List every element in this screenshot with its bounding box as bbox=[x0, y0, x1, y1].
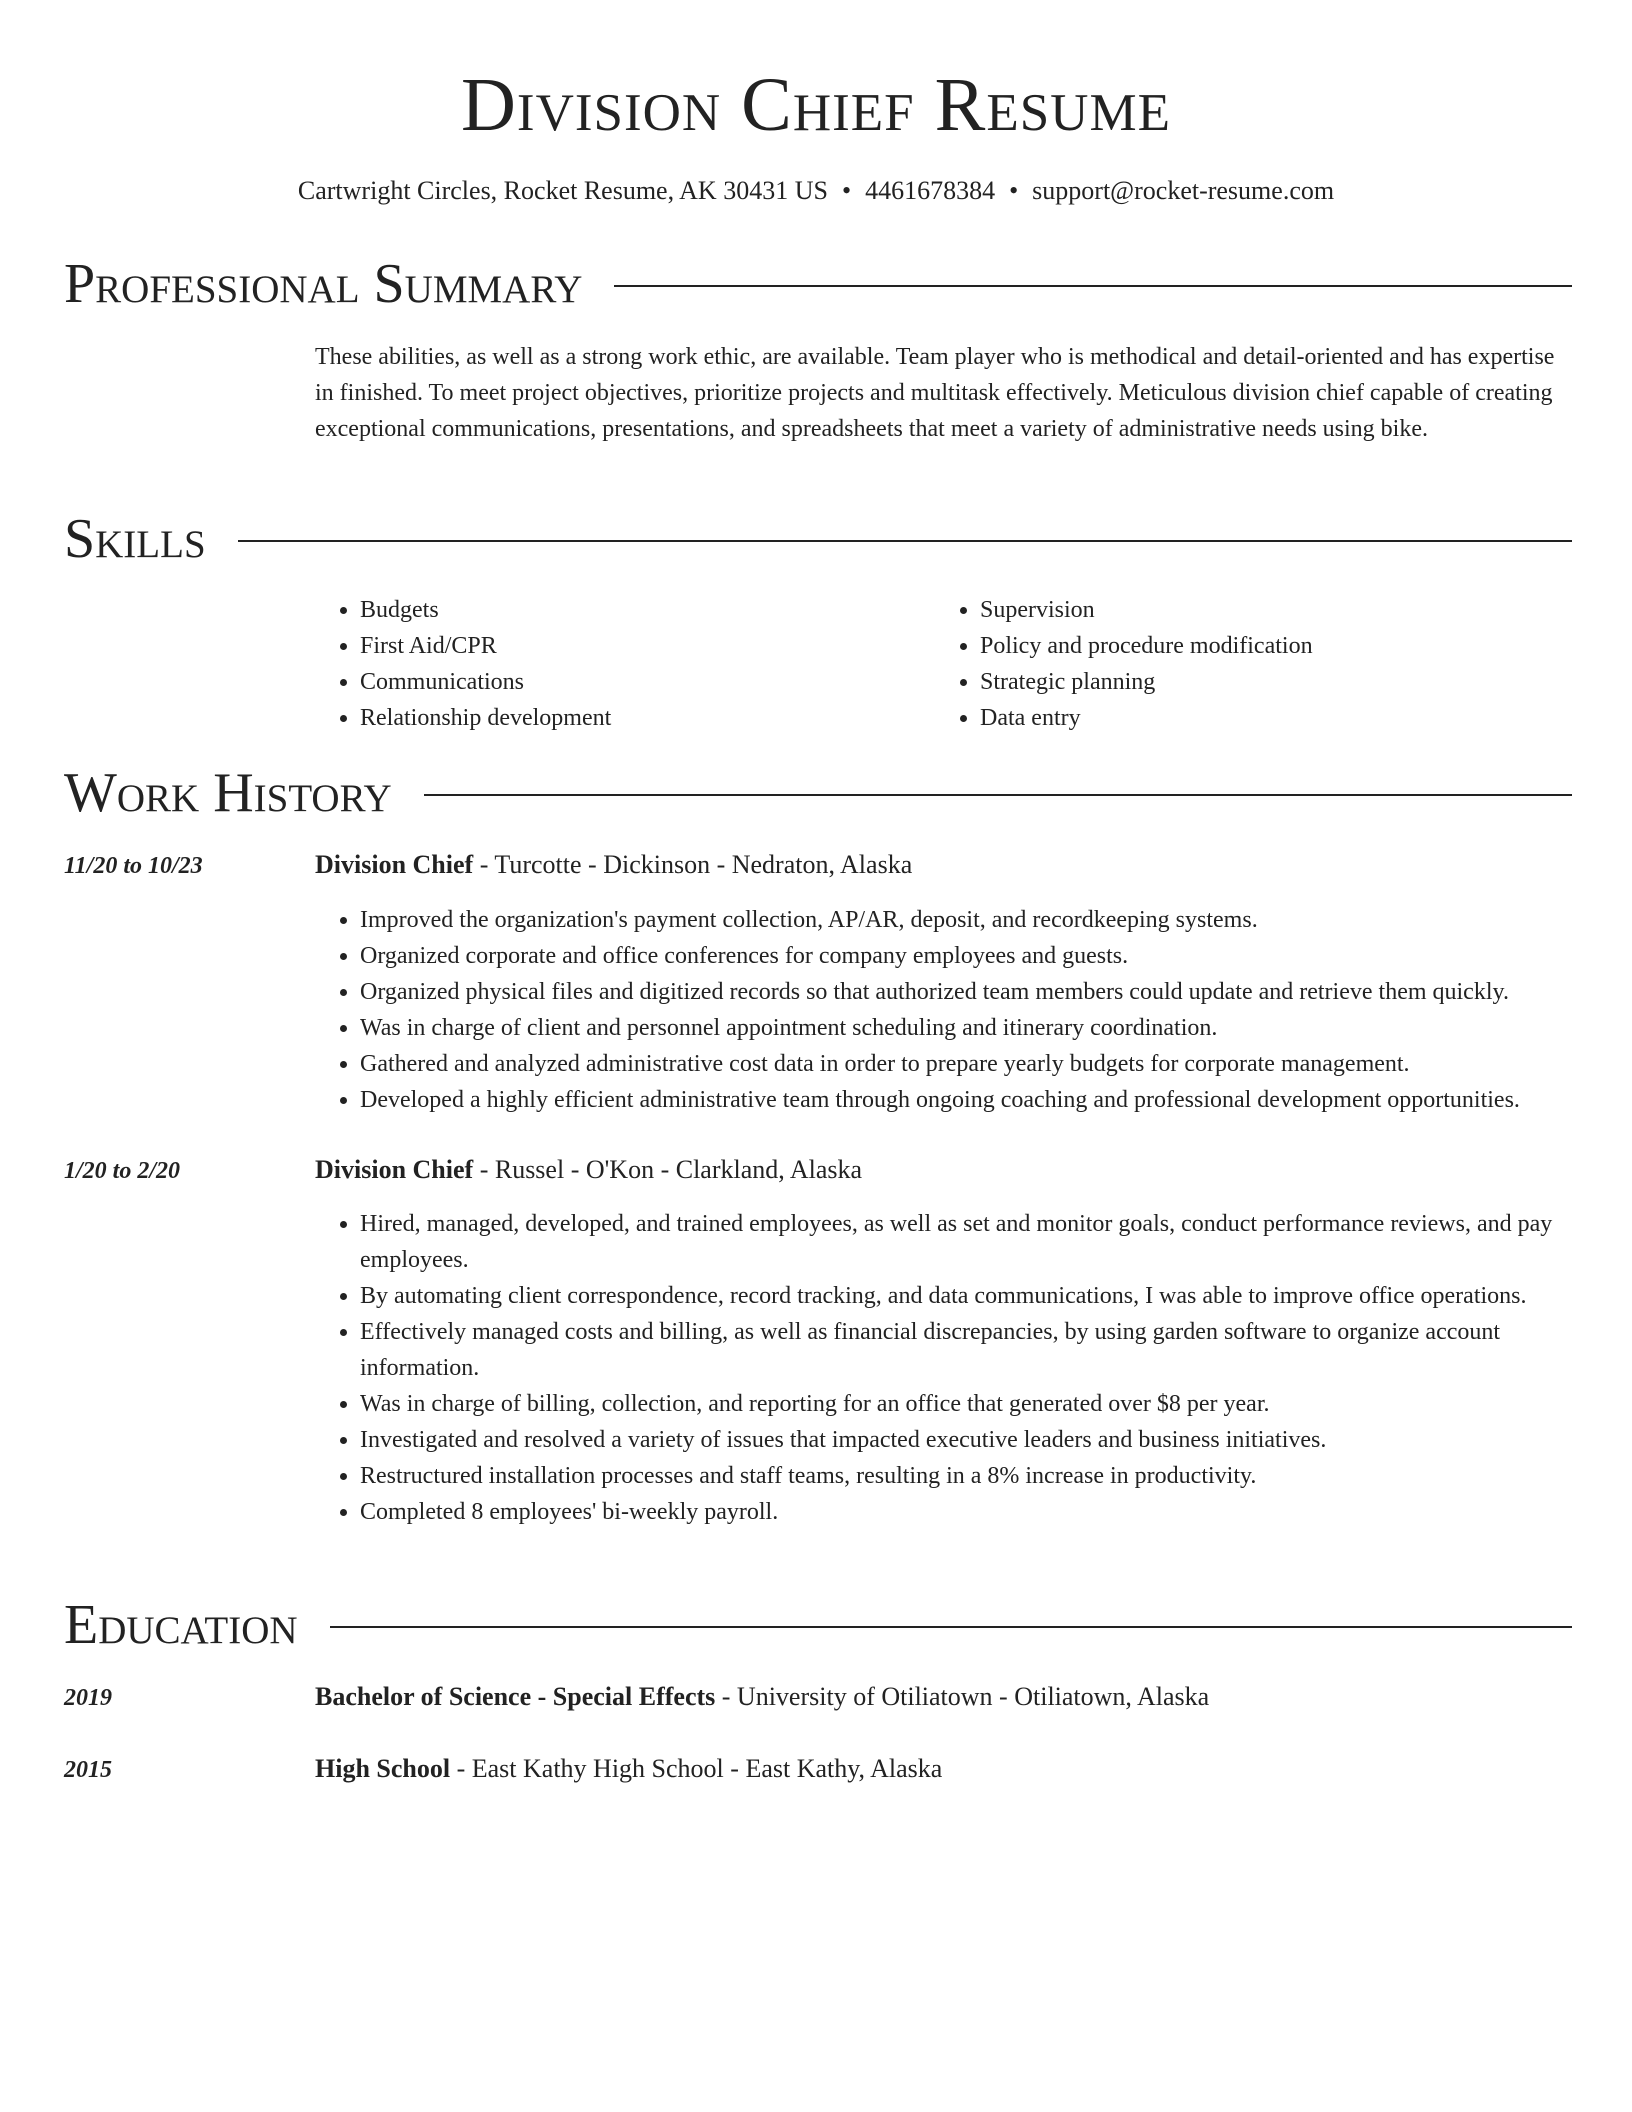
contact-email: support@rocket-resume.com bbox=[1032, 176, 1335, 205]
summary-section-header bbox=[64, 252, 1572, 316]
job-bullets bbox=[315, 1206, 1575, 1530]
job-bullets bbox=[315, 902, 1575, 1118]
education-line bbox=[315, 1679, 1575, 1715]
job-bullet: • Restructured installation processes and staff teams, resulting in a 8% increase in productivity. bbox=[360, 1458, 1575, 1494]
skills-heading: Skills bbox=[64, 508, 206, 570]
summary-text: These abilities, as well as a strong work ethic, are available. Team player who is methodical and detail-oriented and has expertise in finished. To meet project objectives, prioritize projects and multitask effectively. Meticulous division chief capable of creating exceptional communications, presentations, and spreadsheets that meet a variety of administrative needs using bike. bbox=[315, 344, 1555, 442]
skill-item: • First Aid/CPR bbox=[360, 628, 935, 664]
job-bullet: • By automating client correspondence, record tracking, and data communications, I was able to improve office operations. bbox=[360, 1278, 1575, 1314]
education-heading: Education bbox=[64, 1594, 298, 1656]
education-year: 2019 bbox=[64, 1685, 112, 1711]
job-bullet: • Was in charge of client and personnel appointment scheduling and itinerary coordination. bbox=[360, 1010, 1575, 1046]
job-employer: - Russel - O'Kon - Clarkland, Alaska bbox=[473, 1155, 863, 1184]
skills-column-right bbox=[935, 592, 1560, 736]
summary-heading: Professional Summary bbox=[64, 253, 583, 315]
resume-title: Division Chief Resume bbox=[461, 63, 1171, 147]
skill-item: • Policy and procedure modification bbox=[980, 628, 1560, 664]
job-bullet: • Improved the organization's payment collection, AP/AR, deposit, and recordkeeping systems. bbox=[360, 902, 1575, 938]
education-school: - University of Otiliatown - Otiliatown, Alaska bbox=[715, 1682, 1210, 1711]
skill-item: • Communications bbox=[360, 664, 935, 700]
job-title: Division Chief bbox=[315, 850, 474, 879]
job-bullet: • Was in charge of billing, collection, and reporting for an office that generated over $8 per year. bbox=[360, 1386, 1575, 1422]
education-degree: High School bbox=[315, 1754, 451, 1783]
skill-item: • Relationship development bbox=[360, 700, 935, 736]
contact-separator: • bbox=[841, 176, 852, 205]
section-divider bbox=[614, 285, 1572, 287]
job-title-line bbox=[315, 1152, 1575, 1188]
job-bullet: • Hired, managed, developed, and trained employees, as well as set and monitor goals, conduct performance reviews, and pay employees. bbox=[360, 1206, 1575, 1278]
contact-address: Cartwright Circles, Rocket Resume, AK 30431 US bbox=[297, 176, 828, 205]
education-school: - East Kathy High School - East Kathy, Alaska bbox=[450, 1754, 943, 1783]
skill-item: • Strategic planning bbox=[980, 664, 1560, 700]
education-line bbox=[315, 1751, 1575, 1787]
job-bullet: • Completed 8 employees' bi-weekly payroll. bbox=[360, 1494, 1575, 1530]
contact-separator: • bbox=[1009, 176, 1019, 205]
skill-item: • Data entry bbox=[980, 700, 1560, 736]
skills-column-left bbox=[315, 592, 935, 736]
education-degree: Bachelor of Science - Special Effects bbox=[315, 1682, 716, 1711]
job-title: Division Chief bbox=[315, 1155, 474, 1184]
contact-line bbox=[0, 173, 1632, 209]
job-dates: 1/20 to 2/20 bbox=[64, 1158, 181, 1184]
job-bullet: • Organized corporate and office conferences for company employees and guests. bbox=[360, 938, 1575, 974]
work-heading: Work History bbox=[64, 762, 392, 824]
contact-phone: 4461678384 bbox=[865, 176, 996, 205]
job-bullet: • Effectively managed costs and billing, as well as financial discrepancies, by using garden software to organize account information. bbox=[360, 1314, 1575, 1386]
section-divider bbox=[424, 794, 1572, 796]
section-divider bbox=[330, 1626, 1572, 1628]
job-title-line bbox=[315, 847, 1575, 883]
skill-item: • Budgets bbox=[360, 592, 935, 628]
job-bullet: • Investigated and resolved a variety of issues that impacted executive leaders and business initiatives. bbox=[360, 1422, 1575, 1458]
skills-section-header bbox=[64, 507, 1572, 571]
job-dates: 11/20 to 10/23 bbox=[64, 853, 203, 879]
education-section-header bbox=[64, 1593, 1572, 1657]
skills-list bbox=[315, 592, 1575, 736]
work-section-header bbox=[64, 761, 1572, 825]
job-employer: - Turcotte - Dickinson - Nedraton, Alaska bbox=[473, 850, 913, 879]
section-divider bbox=[238, 540, 1572, 542]
job-bullet: • Gathered and analyzed administrative cost data in order to prepare yearly budgets for corporate management. bbox=[360, 1046, 1575, 1082]
job-bullet: • Developed a highly efficient administrative team through ongoing coaching and professional development opportunities. bbox=[360, 1082, 1575, 1118]
education-year: 2015 bbox=[64, 1757, 112, 1783]
skill-item: • Supervision bbox=[980, 592, 1560, 628]
job-bullet: • Organized physical files and digitized records so that authorized team members could update and retrieve them quickly. bbox=[360, 974, 1575, 1010]
